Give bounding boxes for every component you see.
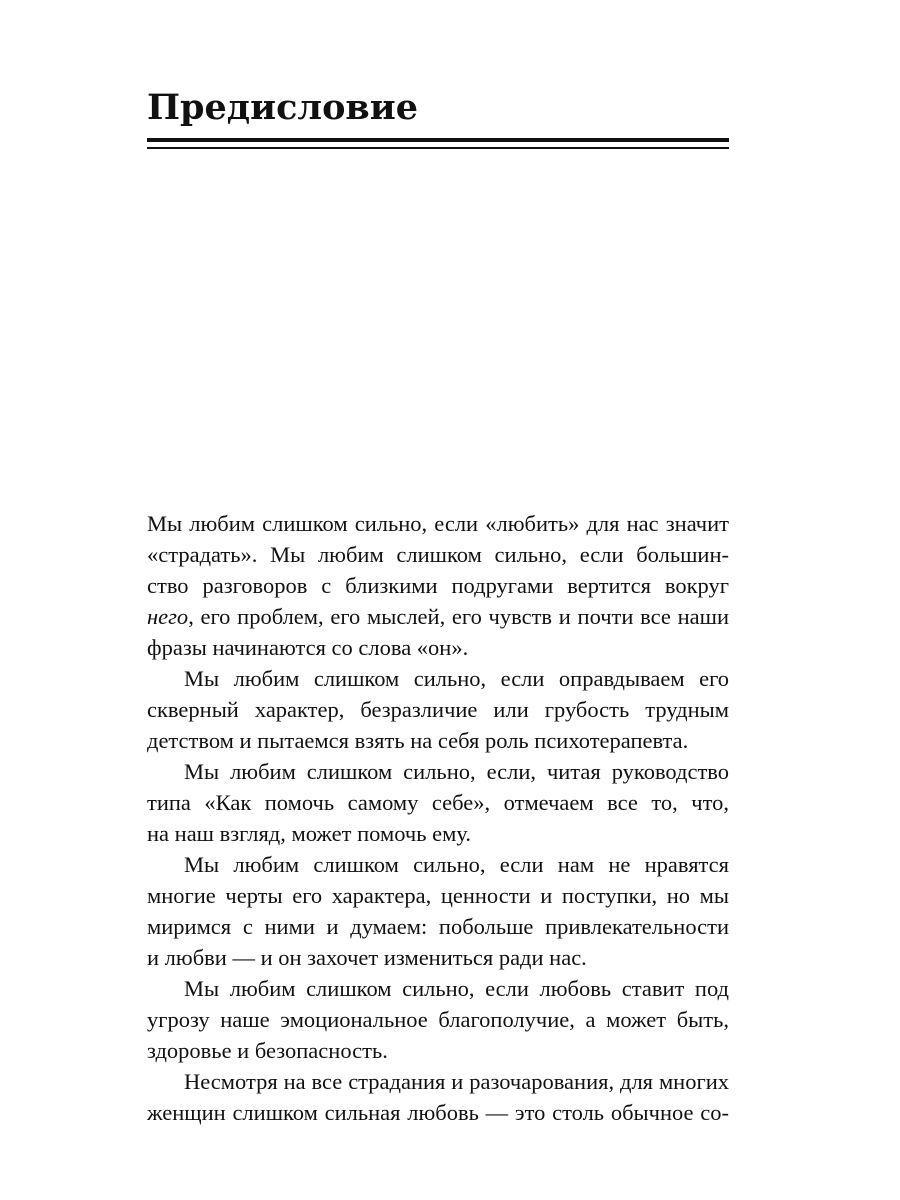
- text-line: фразы начинаются со слова «он».: [147, 635, 469, 660]
- text-line: Мы любим слишком сильно, если «любить» для нас значит: [147, 511, 729, 536]
- text-line: Мы любим слишком сильно, если нам не нравятся: [184, 852, 729, 877]
- text-line: типа «Как помочь самому себе», отмечаем все то, что,: [147, 790, 729, 815]
- text-line-rest: , его проблем, его мыслей, его чувств и почти все наши: [188, 604, 729, 629]
- text-line: миримся с ними и думаем: побольше привлекательности: [147, 914, 729, 939]
- text-line: [147, 601, 729, 632]
- text-line: Несмотря на все страдания и разочарования, для многих: [184, 1069, 729, 1094]
- text-line: Мы любим слишком сильно, если, читая руководство: [184, 759, 729, 784]
- text-line: на наш взгляд, может помочь ему.: [147, 821, 471, 846]
- title-rule-thin: [147, 147, 729, 149]
- text-line: Мы любим слишком сильно, если любовь ставит под: [184, 976, 729, 1001]
- body-text: [147, 508, 729, 1128]
- title-rule-thick: [147, 138, 729, 142]
- text-line: Мы любим слишком сильно, если оправдываем его: [184, 666, 729, 691]
- chapter-title: Предисловие: [147, 87, 418, 128]
- text-line: многие черты его характера, ценности и поступки, но мы: [147, 883, 729, 908]
- text-line: скверный характер, безразличие или грубость трудным: [147, 697, 729, 722]
- text-line: ство разговоров с близкими подругами вертится вокруг: [147, 573, 729, 598]
- text-line: женщин слишком сильная любовь — это столь обычное со-: [147, 1100, 729, 1125]
- italic-word: него: [147, 604, 189, 629]
- text-line: и любви — и он захочет измениться ради нас.: [147, 945, 587, 970]
- text-line: детством и пытаемся взять на себя роль психотерапевта.: [147, 728, 689, 753]
- text-line: угрозу наше эмоциональное благополучие, а может быть,: [147, 1007, 729, 1032]
- text-line: «страдать». Мы любим слишком сильно, если большин-: [147, 542, 729, 567]
- text-line: здоровье и безопасность.: [147, 1038, 388, 1063]
